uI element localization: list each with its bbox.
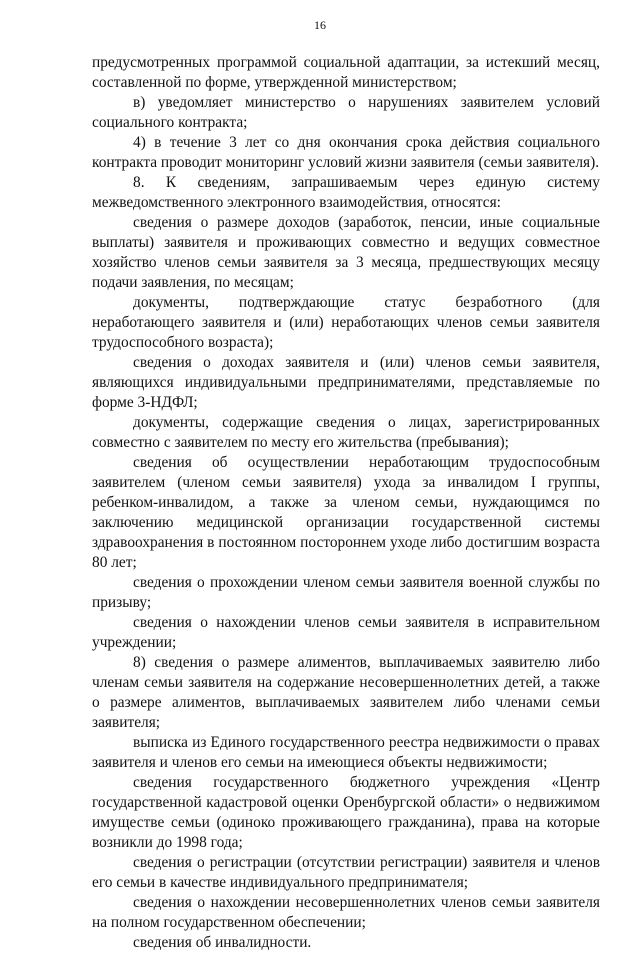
paragraph-care-info: сведения об осуществлении неработающим трудоспособным заявителем (членом семьи заявителя) ухода за инвалидом I группы, ребенком-инвалидом, а также за членом семьи, нуждающимся по заключению медицинской организации государственной системы здравоохранения в постоянном постороннем уходе либо достигшим возраста 80 лет; [92,454,600,571]
paragraph-item-4: 4) в течение 3 лет со дня окончания срока действия социального контракта проводит мониторинг условий жизни заявителя (семьи заявителя). [92,134,600,171]
paragraph-continuation: предусмотренных программой социальной адаптации, за истекший месяц, составленной по форме, утвержденной министерством; [92,54,600,91]
paragraph-correctional: сведения о нахождении членов семьи заявителя в исправительном учреждении; [92,614,600,651]
paragraph-entrepreneur-income: сведения о доходах заявителя и (или) членов семьи заявителя, являющихся индивидуальными предпринимателями, представляемые по форме 3-НДФЛ; [92,354,600,411]
page-number: 16 [314,18,326,32]
paragraph-item-v: в) уведомляет министерство о нарушениях заявителем условий социального контракта; [92,94,600,131]
paragraph-entrepreneur-registration: сведения о регистрации (отсутствии регистрации) заявителя и членов его семьи в качестве индивидуального предпринимателя; [92,854,600,891]
paragraph-disability: сведения об инвалидности. [133,934,312,951]
paragraph-unemployed-status: документы, подтверждающие статус безработного (для неработающего заявителя и (или) неработающих членов семьи заявителя трудоспособного возраста); [92,294,600,351]
paragraph-real-estate-registry: выписка из Единого государственного реестра недвижимости о правах заявителя и членов его семьи на имеющиеся объекты недвижимости; [92,734,600,771]
paragraph-income-info: сведения о размере доходов (заработок, пенсии, иные социальные выплаты) заявителя и проживающих совместно и ведущих совместное хозяйство членов семьи заявителя за 3 месяца, предшествующих месяцу подачи заявления, по месяцам; [92,214,600,291]
paragraph-military-service: сведения о прохождении членом семьи заявителя военной службы по призыву; [92,574,600,611]
paragraph-registered-persons: документы, содержащие сведения о лицах, зарегистрированных совместно с заявителем по месту его жительства (пребывания); [92,414,600,451]
document-body [92,53,600,953]
paragraph-state-support: сведения о нахождении несовершеннолетних членов семьи заявителя на полном государственном обеспечении; [92,894,600,931]
paragraph-section-8: 8. К сведениям, запрашиваемым через единую систему межведомственного электронного взаимодействия, относятся: [92,174,600,211]
paragraph-cadastral-valuation: сведения государственного бюджетного учреждения «Центр государственной кадастровой оценки Оренбургской области» о недвижимом имуществе семьи (одиноко проживающего гражданина), права на которые возникли до 1998 года; [92,774,600,851]
paragraph-alimony: 8) сведения о размере алиментов, выплачиваемых заявителю либо членам семьи заявителя на содержание несовершеннолетних детей, а также о размере алиментов, выплачиваемых заявителем либо членами семьи заявителя; [92,654,600,731]
